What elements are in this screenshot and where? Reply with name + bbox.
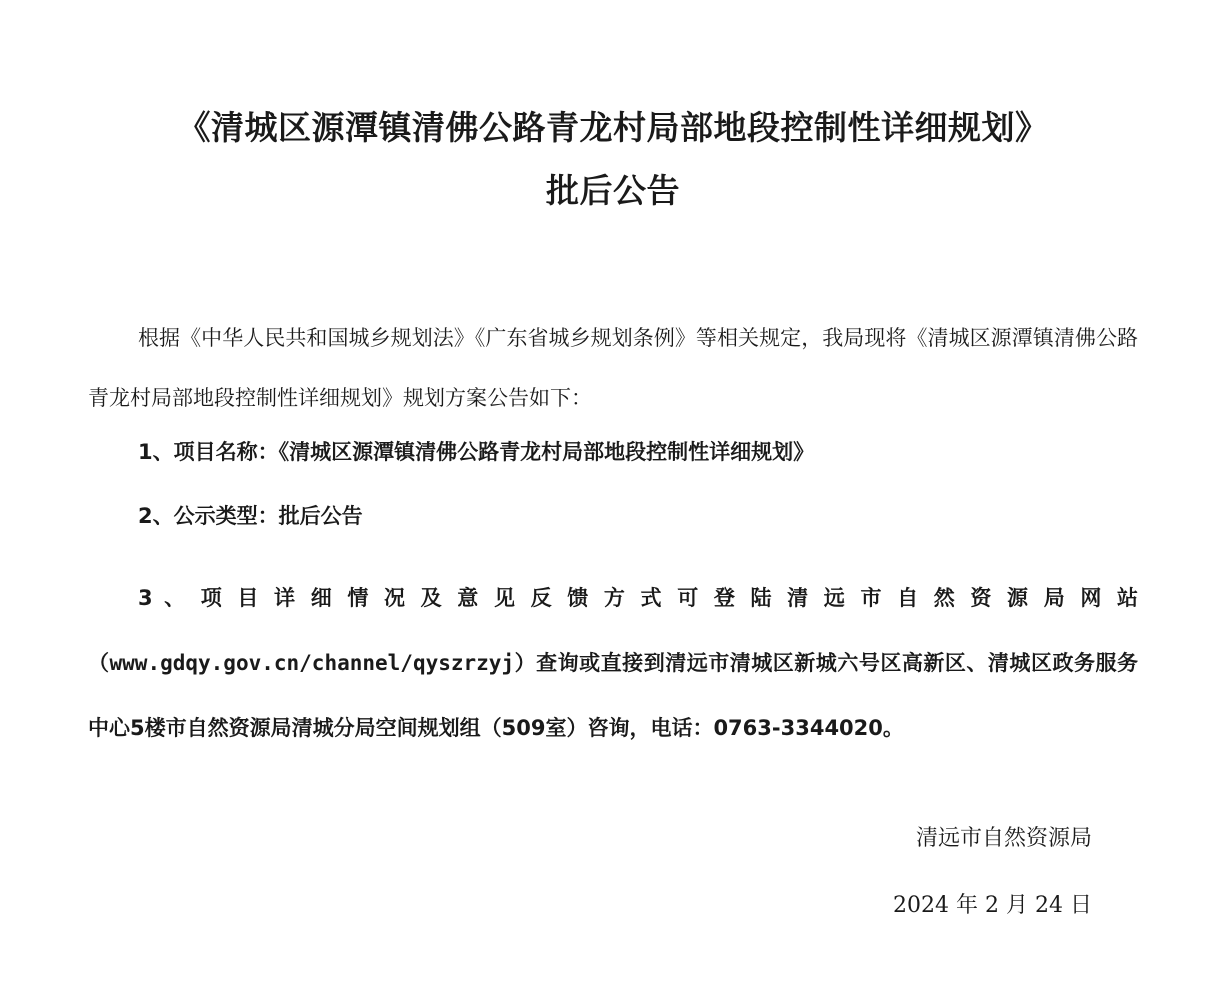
- website-url: （www.gdqy.gov.cn/channel/qyszrzyj）: [88, 651, 537, 675]
- document-title-line-1: 《清城区源潭镇清佛公路青龙村局部地段控制性详细规划》: [177, 108, 1049, 147]
- document-title-line-2: 批后公告: [546, 171, 680, 210]
- signature-organization: 清远市自然资源局: [915, 826, 1092, 851]
- item-project-name: 1、项目名称：《清城区源潭镇清佛公路青龙村局部地段控制性详细规划》: [138, 440, 815, 464]
- signature-date: 2024 年 2 月 24 日: [893, 893, 1092, 918]
- item-contact-prefix: 3 、 项 目 详 细 情 况 及 意 见 反 馈 方 式 可 登 陆 清 远 市 自 然 资 源 局 网 站: [138, 586, 1138, 610]
- item-contact-info: [88, 566, 1138, 761]
- item-notice-type: 2、公示类型：批后公告: [138, 504, 363, 528]
- intro-paragraph: 根据《中华人民共和国城乡规划法》《广东省城乡规划条例》等相关规定，我局现将《清城区源潭镇清佛公路青龙村局部地段控制性详细规划》规划方案公告如下：: [88, 326, 1138, 410]
- item-contact-suffix: 查询或直接到清远市清城区新城六号区高新区、清城区政务服务中心5楼市自然资源局清城分局空间规划组（509室）咨询，电话：0763-3344020。: [88, 651, 1139, 740]
